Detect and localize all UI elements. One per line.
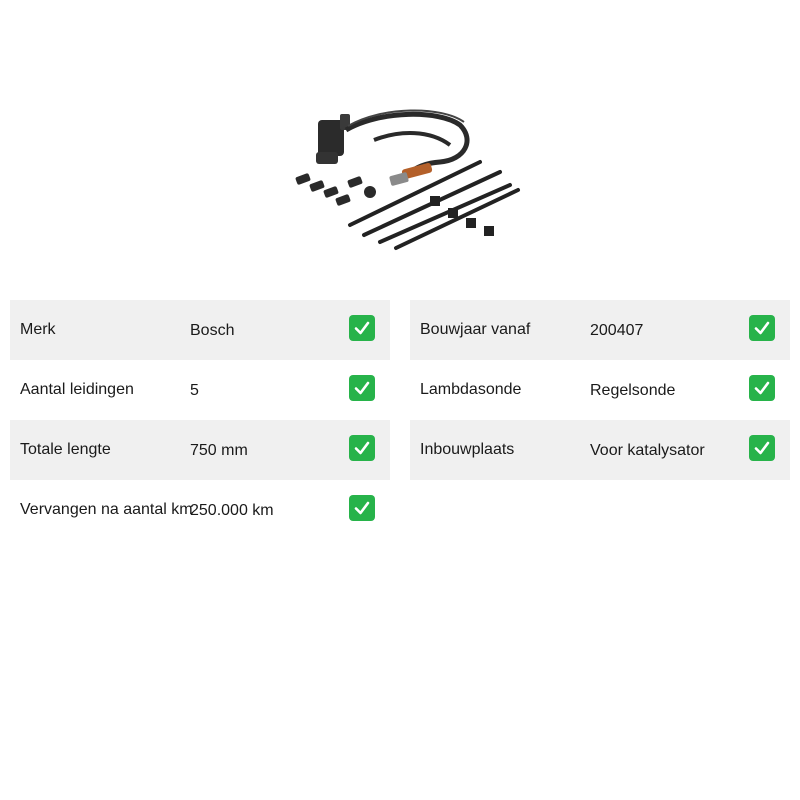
spec-row xyxy=(410,300,790,360)
spec-value: 200407 xyxy=(590,322,644,339)
spec-value: Voor katalysator xyxy=(590,442,705,459)
spec-label: Inbouwplaats xyxy=(420,441,515,458)
specs-column-right xyxy=(410,300,790,540)
check-icon xyxy=(349,435,375,461)
check-icon xyxy=(349,315,375,341)
spec-label: Vervangen na aantal km xyxy=(20,501,193,518)
spec-label: Bouwjaar vanaf xyxy=(420,321,531,338)
check-icon xyxy=(349,375,375,401)
specs-table xyxy=(10,300,790,540)
lambda-sensor-photo-icon xyxy=(290,100,530,260)
check-icon xyxy=(749,375,775,401)
spec-label: Lambdasonde xyxy=(420,381,522,398)
spec-row xyxy=(410,360,790,420)
spec-row xyxy=(10,480,390,540)
check-icon xyxy=(749,315,775,341)
spec-label: Merk xyxy=(20,321,56,338)
spec-value: 750 mm xyxy=(190,442,248,459)
spec-value: 5 xyxy=(190,382,199,399)
spec-row xyxy=(410,420,790,480)
spec-label: Aantal leidingen xyxy=(20,381,134,398)
check-icon xyxy=(749,435,775,461)
spec-row xyxy=(10,360,390,420)
spec-value: 250.000 km xyxy=(190,502,274,519)
spec-label: Totale lengte xyxy=(20,441,111,458)
product-image xyxy=(290,100,530,260)
specs-column-left xyxy=(10,300,390,540)
spec-value: Regelsonde xyxy=(590,382,676,399)
spec-row xyxy=(10,420,390,480)
check-icon xyxy=(349,495,375,521)
spec-value: Bosch xyxy=(190,322,235,339)
spec-row xyxy=(10,300,390,360)
